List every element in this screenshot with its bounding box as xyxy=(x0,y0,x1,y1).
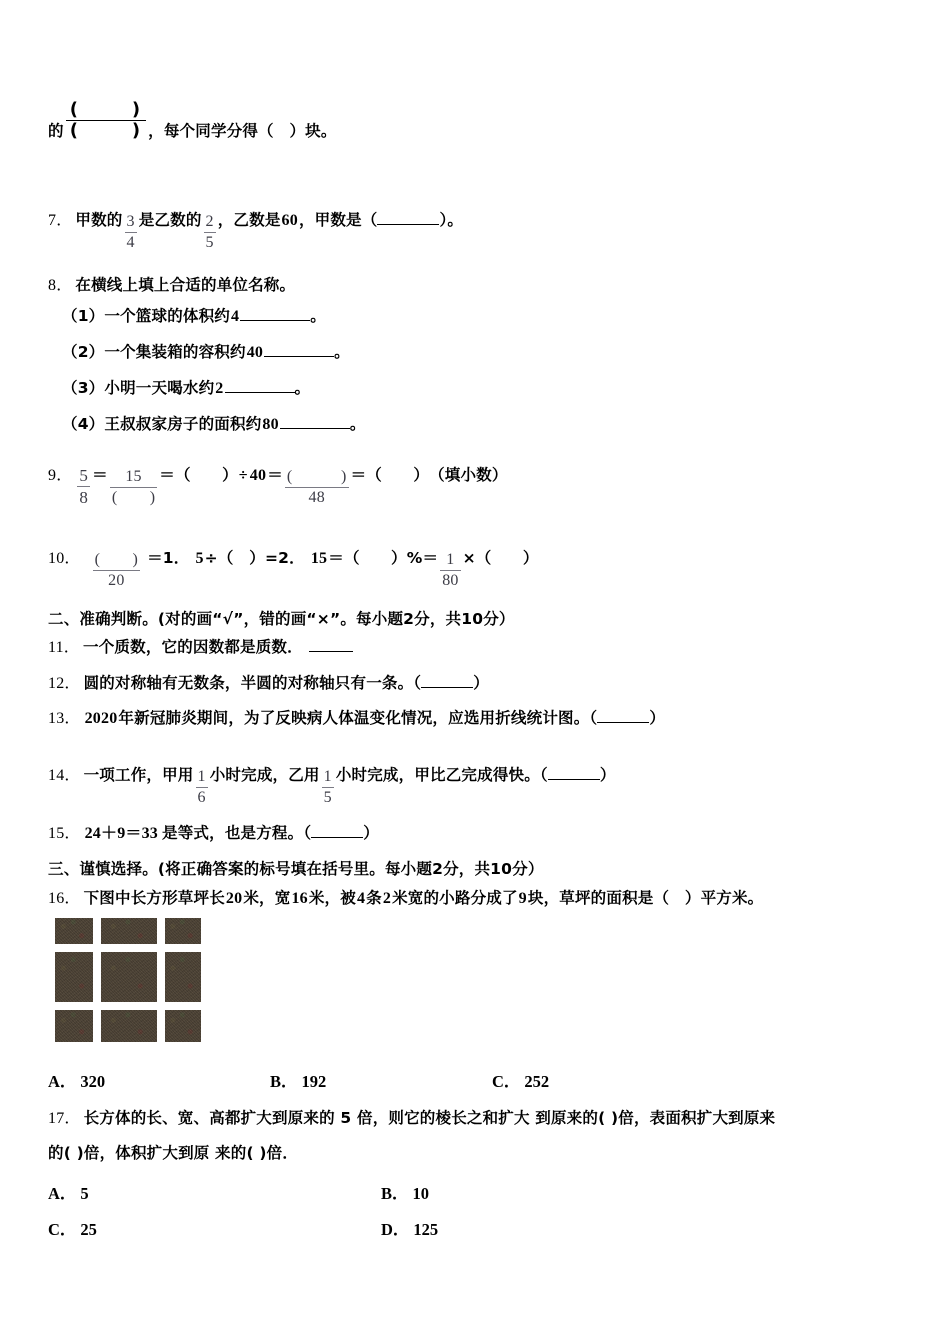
q7-number: 7． xyxy=(48,212,73,229)
q12-number: 12． xyxy=(48,675,81,692)
q14-fraction-1-numerator: 1 xyxy=(197,767,206,785)
q9-fraction-2-numerator: 15 xyxy=(125,467,142,485)
q11-answer-blank[interactable] xyxy=(309,637,353,652)
q9-equals-3: ＝ xyxy=(267,466,283,484)
q8-item-3-value: 2 xyxy=(215,380,224,397)
q7-fraction-1 xyxy=(125,213,137,253)
question-8-item-2 xyxy=(62,340,350,362)
q10-fraction-2-bar xyxy=(440,570,460,571)
q8-item-4-value: 80 xyxy=(262,416,279,433)
question-10 xyxy=(48,545,539,590)
q7-text-2: 是乙数的 xyxy=(138,211,202,229)
q17-option-d-value: 125 xyxy=(413,1220,439,1239)
q12-tail: ） xyxy=(473,674,489,692)
q8-item-3-text: 小明一天喝水约 xyxy=(104,379,215,397)
q6-fraction-denominator: ( ) xyxy=(69,119,147,141)
q9-fraction-1 xyxy=(77,466,90,508)
question-13 xyxy=(48,705,665,728)
q14-fraction-1 xyxy=(196,768,208,808)
q16-value-width: 16 xyxy=(291,890,308,907)
q15-expression: 24＋9＝33 xyxy=(84,825,159,842)
q10-fraction-2 xyxy=(440,551,460,591)
q9-fraction-2-bar xyxy=(110,487,157,488)
q9-value-40: 40 xyxy=(249,467,267,484)
q13-number: 13． xyxy=(48,710,81,727)
q17-option-b[interactable] xyxy=(381,1180,429,1204)
question-9 xyxy=(48,462,508,507)
question-6-tail xyxy=(48,100,337,141)
q14-text-4: ） xyxy=(599,766,616,784)
q6-fraction-numerator: ( ) xyxy=(69,99,147,120)
question-8-item-3 xyxy=(62,376,310,398)
q7-text-3: ，乙数是 xyxy=(217,211,281,229)
q17-line-2-text: 的( )倍，体积扩大到原 来的( )倍． xyxy=(48,1144,299,1162)
q11-text: 一个质数，它的因数都是质数． xyxy=(83,638,303,656)
q16-option-c-label: C． xyxy=(492,1072,521,1091)
q9-fraction-1-denominator: 8 xyxy=(79,488,89,508)
q14-fraction-2-denominator: 5 xyxy=(323,789,332,807)
q14-fraction-1-bar xyxy=(196,787,208,788)
q16-option-c-value: 252 xyxy=(524,1072,550,1091)
q9-fraction-2-denominator[interactable]: ( ) xyxy=(111,489,156,507)
q14-text-1: 一项工作，甲用 xyxy=(83,766,194,784)
q9-blank-1[interactable]: （ ） xyxy=(174,466,238,484)
section-3-heading-text: 三、谨慎选择。(将正确答案的标号填在括号里。每小题2分，共10分） xyxy=(48,860,544,878)
q7-fraction-2-denominator: 5 xyxy=(205,234,214,252)
q16-option-b-label: B． xyxy=(270,1072,298,1091)
q14-fraction-2-bar xyxy=(322,787,334,788)
q15-answer-blank[interactable] xyxy=(311,823,363,838)
q9-number: 9． xyxy=(48,467,73,484)
q10-fraction-1-numerator[interactable]: ( ) xyxy=(94,550,139,568)
q9-blank-2[interactable]: （ ） xyxy=(366,466,430,484)
question-8-stem xyxy=(48,272,295,295)
q8-number: 8． xyxy=(48,277,73,294)
q7-text-1: 甲数的 xyxy=(75,211,123,229)
q17-option-b-label: B． xyxy=(381,1184,409,1203)
q16-number: 16． xyxy=(48,890,81,907)
q8-stem-text: 在横线上填上合适的单位名称。 xyxy=(75,276,296,294)
q14-fraction-2-numerator: 1 xyxy=(323,767,332,785)
q8-item-2-label: （2） xyxy=(62,343,105,361)
q17-option-c[interactable] xyxy=(48,1216,381,1240)
q13-text: 年新冠肺炎期间，为了反映病人体温变化情况，应选用折线统计图。（ xyxy=(118,709,598,727)
q10-fraction-1-bar xyxy=(93,570,140,571)
q8-item-2-value: 40 xyxy=(246,344,264,361)
q16-text-b: 米，宽 xyxy=(243,889,291,907)
q8-item-1-label: （1） xyxy=(62,307,105,325)
q9-fraction-1-bar xyxy=(77,486,90,487)
q8-item-4-text: 王叔叔家房子的面积约 xyxy=(104,415,262,433)
q8-item-1-value: 4 xyxy=(231,308,240,325)
q9-fraction-2 xyxy=(110,468,157,508)
q14-text-3: 小时完成，甲比乙完成得快。（ xyxy=(335,766,548,784)
q15-tail: ） xyxy=(363,824,379,842)
q17-option-b-value: 10 xyxy=(412,1184,430,1203)
q15-number: 15． xyxy=(48,825,81,842)
q8-item-4-blank[interactable] xyxy=(280,414,350,429)
lawn-cell-5 xyxy=(101,952,157,1002)
q15-text: 是等式，也是方程。（ xyxy=(162,824,312,842)
q10-multiply-expr[interactable]: ×（ ） xyxy=(462,549,539,567)
lawn-cell-9 xyxy=(165,1010,201,1042)
q12-answer-blank[interactable] xyxy=(421,673,473,688)
q17-option-c-label: C． xyxy=(48,1220,77,1239)
section-3-heading xyxy=(48,857,544,879)
q9-fraction-1-numerator: 5 xyxy=(79,465,89,485)
q9-divide-sign: ÷ xyxy=(238,467,248,484)
question-17-options-row-1 xyxy=(48,1180,429,1204)
question-16-options xyxy=(48,1068,648,1092)
question-16 xyxy=(48,885,763,908)
q7-fraction-1-numerator: 3 xyxy=(126,212,135,230)
q14-number: 14． xyxy=(48,767,81,784)
q10-fraction-2-denominator: 80 xyxy=(442,572,459,590)
question-7 xyxy=(48,207,463,252)
q13-year: 2020 xyxy=(84,710,118,727)
q7-fraction-2 xyxy=(204,213,216,253)
q16-option-b-value: 192 xyxy=(301,1072,327,1091)
q8-item-3-label: （3） xyxy=(62,379,105,397)
section-2-heading xyxy=(48,607,515,629)
q16-value-length: 20 xyxy=(225,890,243,907)
lawn-cell-7 xyxy=(55,1010,93,1042)
question-17-line-1 xyxy=(48,1105,775,1128)
q13-answer-blank[interactable] xyxy=(597,708,649,723)
q16-option-b[interactable] xyxy=(270,1068,492,1092)
q17-option-a-value: 5 xyxy=(80,1184,89,1203)
q8-item-4-label: （4） xyxy=(62,415,105,433)
q9-equals-4: ＝ xyxy=(350,466,367,484)
q16-value-paths: 4 xyxy=(356,890,366,907)
q16-text-a: 下图中长方形草坪长 xyxy=(83,889,225,907)
q17-line-1-text: 长方体的长、宽、高都扩大到原来的 5 倍，则它的棱长之和扩大 到原来的( )倍，表面积扩大到原来 xyxy=(83,1109,776,1127)
question-8-item-4 xyxy=(62,412,366,434)
q7-answer-blank[interactable] xyxy=(377,210,439,225)
q17-option-d-label: D． xyxy=(381,1220,410,1239)
q14-text-2: 小时完成，乙用 xyxy=(209,766,320,784)
q13-tail: ） xyxy=(649,709,666,727)
q12-text: 圆的对称轴有无数条，半圆的对称轴只有一条。（ xyxy=(83,674,422,692)
q9-note: （填小数） xyxy=(429,466,508,484)
q9-fraction-3 xyxy=(285,468,349,508)
q17-option-d[interactable] xyxy=(381,1216,438,1240)
section-2-heading-text: 二、准确判断。(对的画“√”，错的画“×”。每小题2分，共10分） xyxy=(48,610,515,628)
q8-item-3-tail: 。 xyxy=(294,379,311,397)
q8-item-1-text: 一个篮球的体积约 xyxy=(104,307,230,325)
q6-prefix: 的 xyxy=(48,121,64,140)
q14-fraction-2 xyxy=(322,768,334,808)
q9-equals-1: ＝ xyxy=(92,466,108,484)
question-15 xyxy=(48,820,379,843)
question-14 xyxy=(48,762,616,807)
q7-fraction-1-bar xyxy=(125,232,137,233)
question-17-options-row-2 xyxy=(48,1216,438,1240)
q17-option-a-label: A． xyxy=(48,1184,77,1203)
q7-fraction-1-denominator: 4 xyxy=(126,234,135,252)
lawn-cell-1 xyxy=(55,918,93,944)
q8-item-4-tail: 。 xyxy=(349,415,366,433)
q7-value-60: 60 xyxy=(281,212,298,229)
q10-equals-2[interactable]: ＝（ ）%＝ xyxy=(328,549,439,567)
q7-text-4: ，甲数是（ xyxy=(298,211,378,229)
question-17-line-2 xyxy=(48,1141,298,1163)
q8-item-2-tail: 。 xyxy=(334,343,350,361)
q10-equals-1: ＝1． xyxy=(147,549,190,567)
q16-text-e: 米宽的小路分成了 xyxy=(392,889,518,907)
lawn-cell-6 xyxy=(165,952,201,1002)
q17-number: 17． xyxy=(48,1110,81,1127)
q16-text-f: 块，草坪的面积是（ ）平方米。 xyxy=(527,889,764,907)
q10-divide-expr[interactable]: ÷（ ）=2． xyxy=(204,549,305,567)
q8-item-1-blank[interactable] xyxy=(240,306,310,321)
q8-item-2-blank[interactable] xyxy=(264,342,334,357)
q11-number: 11． xyxy=(48,639,81,656)
q10-fraction-1-denominator: 20 xyxy=(108,572,125,590)
q7-fraction-2-bar xyxy=(204,232,216,233)
q16-value-path-width: 2 xyxy=(382,890,392,907)
q16-option-a-label: A． xyxy=(48,1072,77,1091)
q6-suffix: ，每个同学分得（ ）块。 xyxy=(148,121,337,140)
q7-text-5: ）。 xyxy=(439,211,464,229)
q10-fraction-1 xyxy=(93,551,140,591)
lawn-cell-8 xyxy=(101,1010,157,1042)
q8-item-2-text: 一个集装箱的容积约 xyxy=(104,343,246,361)
q14-fraction-1-denominator: 6 xyxy=(197,789,206,807)
q16-text-d: 条 xyxy=(366,889,382,907)
q16-option-a-value: 320 xyxy=(80,1072,106,1091)
q17-option-c-value: 25 xyxy=(80,1220,97,1239)
q16-option-a[interactable] xyxy=(48,1068,270,1092)
q16-value-blocks: 9 xyxy=(518,890,527,907)
question-12 xyxy=(48,670,489,693)
q8-item-3-blank[interactable] xyxy=(225,378,295,393)
q9-fraction-3-denominator: 48 xyxy=(308,489,325,507)
q9-equals-2: ＝ xyxy=(159,466,175,484)
lawn-cell-2 xyxy=(101,918,157,944)
q10-value-5: 5 xyxy=(195,550,204,567)
q9-fraction-3-numerator[interactable]: ( ) xyxy=(286,467,347,485)
q7-fraction-2-numerator: 2 xyxy=(205,212,214,230)
lawn-cell-3 xyxy=(165,918,201,944)
q14-answer-blank[interactable] xyxy=(548,765,600,780)
q10-value-15: 15 xyxy=(310,550,328,567)
lawn-cell-4 xyxy=(55,952,93,1002)
question-8-item-1 xyxy=(62,304,326,326)
q10-fraction-2-numerator: 1 xyxy=(446,550,455,568)
q6-fraction xyxy=(66,100,146,141)
q16-text-c: 米，被 xyxy=(308,889,356,907)
q17-option-a[interactable] xyxy=(48,1180,381,1204)
q16-option-c[interactable] xyxy=(492,1068,549,1092)
q9-fraction-3-bar xyxy=(285,487,349,488)
question-11 xyxy=(48,634,353,657)
lawn-figure xyxy=(55,918,201,1042)
q10-number: 10． xyxy=(48,550,81,567)
q8-item-1-tail: 。 xyxy=(310,307,326,325)
